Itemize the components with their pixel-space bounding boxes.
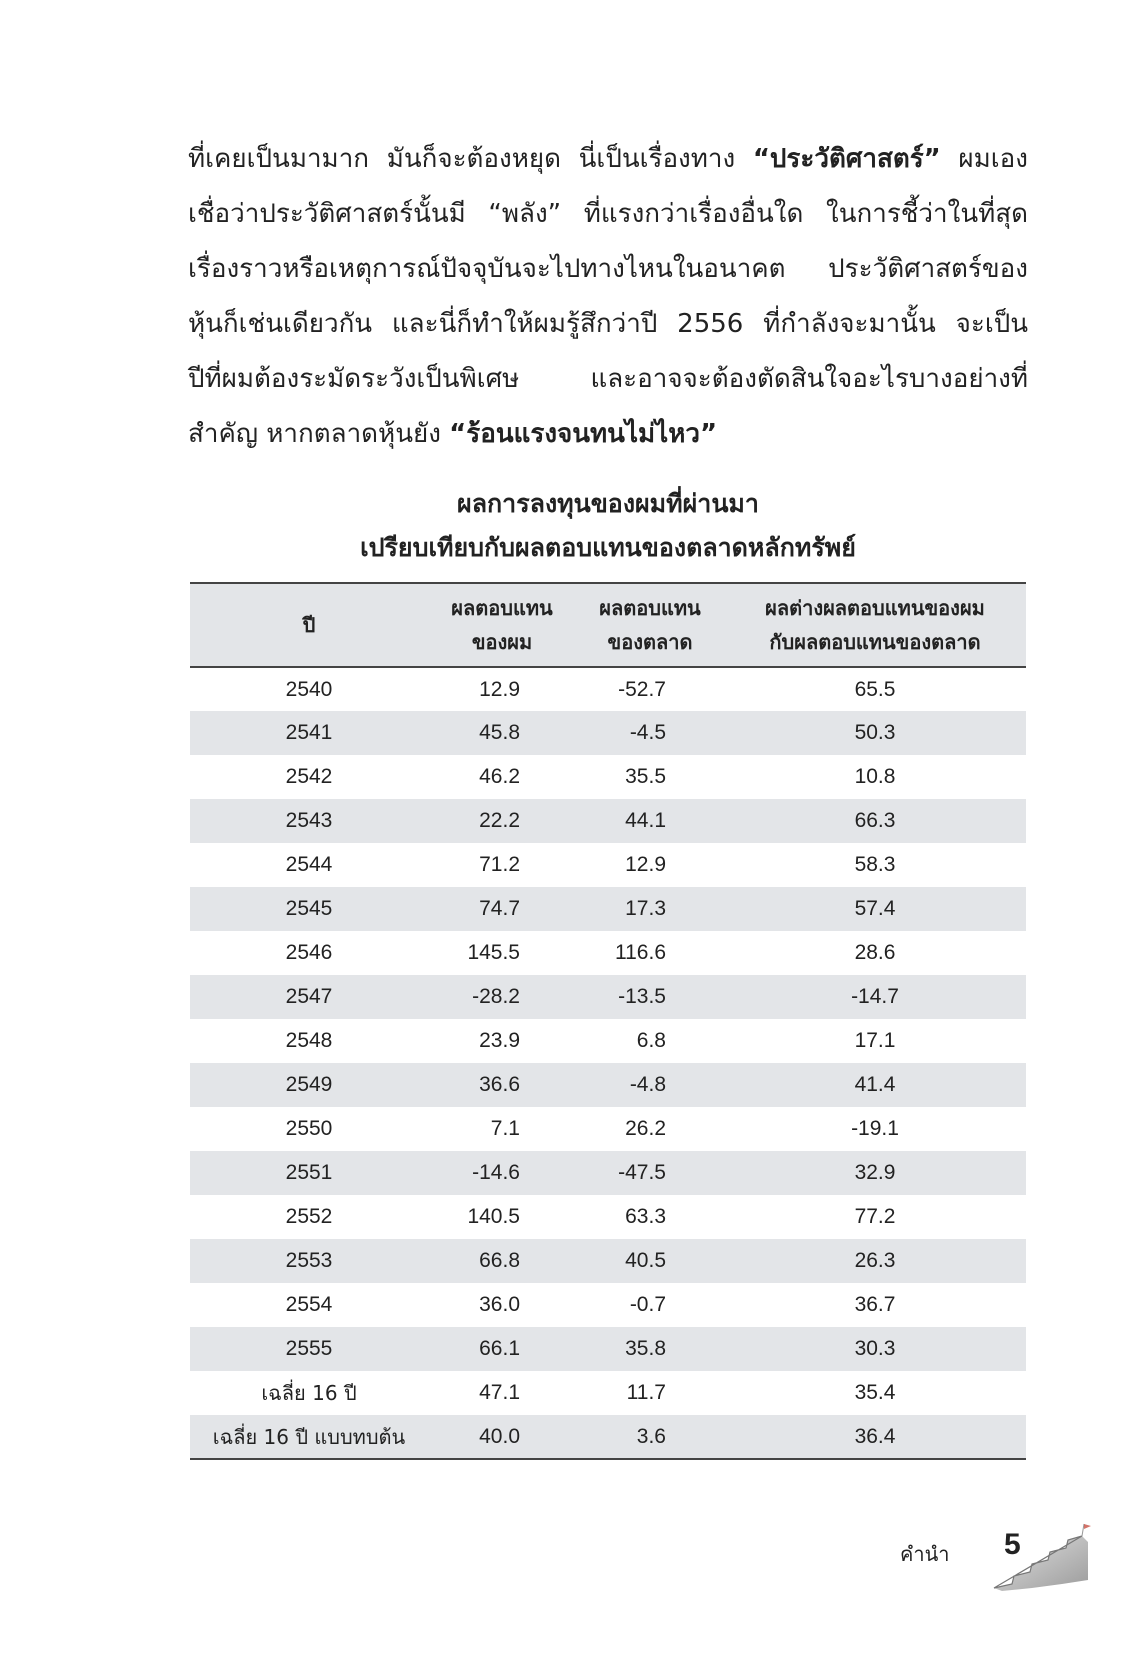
- cell-return-difference: 57.4: [854, 897, 896, 920]
- cell-return-difference: 10.8: [854, 765, 896, 788]
- paragraph-text: หุ้นก็เช่นเดียวกัน และนี่ก็ทำให้ผมรู้สึกว่าปี 2556 ที่กำลังจะมานั้น จะเป็น: [188, 309, 1028, 339]
- paragraph-text: เรื่องราวหรือเหตุการณ์ปัจจุบันจะไปทางไหนในอนาคต ประวัติศาสตร์ของ: [188, 254, 1028, 284]
- cell-market-return: -47.5: [618, 1161, 666, 1184]
- table-row: [190, 1415, 1026, 1459]
- cell-market-return: -4.8: [629, 1073, 666, 1096]
- cell-market-return: 44.1: [625, 809, 666, 832]
- table-row: [190, 1283, 1026, 1327]
- header-year: [190, 583, 428, 667]
- paragraph-line: [188, 242, 1028, 297]
- cell-my-return: -14.6: [472, 1161, 520, 1184]
- cell-return-difference: 26.3: [854, 1249, 896, 1272]
- body-paragraph: [188, 132, 1028, 462]
- cell-my-return: 36.6: [479, 1073, 520, 1096]
- cell-my-return: 45.8: [479, 721, 520, 744]
- cell-year: 2542: [285, 765, 333, 788]
- paragraph-line: [188, 187, 1028, 242]
- table-row: [190, 1327, 1026, 1371]
- paragraph-line: [188, 132, 1028, 187]
- header-return-difference-line-2: กับผลตอบแทนของตลาด: [769, 630, 981, 654]
- table-row: [190, 1019, 1026, 1063]
- cell-return-difference: 36.4: [724, 1415, 1026, 1459]
- table-row: [190, 799, 1026, 843]
- cell-year: 2547: [285, 985, 333, 1008]
- cell-market-return: 6.8: [636, 1029, 666, 1052]
- cell-year: 2553: [285, 1249, 333, 1272]
- cell-my-return: 74.7: [479, 897, 520, 920]
- cell-return-difference: 17.1: [854, 1029, 896, 1052]
- cell-market-return: 116.6: [615, 941, 666, 964]
- cell-year: 2544: [285, 853, 333, 876]
- table-row: [190, 887, 1026, 931]
- cell-market-return: 17.3: [625, 897, 666, 920]
- emphasis-text: “ประวัติศาสตร์”: [752, 144, 941, 174]
- header-return-difference: [724, 583, 1026, 667]
- cell-return-difference: 41.4: [854, 1073, 896, 1096]
- cell-year: 2549: [285, 1073, 333, 1096]
- cell-market-return: 12.9: [625, 853, 666, 876]
- cell-year: 2543: [285, 809, 333, 832]
- header-market-return-line-1: ผลตอบแทน: [599, 596, 701, 620]
- cell-year: 2541: [285, 721, 333, 744]
- cell-year: 2546: [285, 941, 333, 964]
- cell-market-return: 63.3: [625, 1205, 666, 1228]
- cell-my-return: 7.1: [490, 1117, 520, 1140]
- cell-my-return: 66.8: [479, 1249, 520, 1272]
- table-title-line-2: เปรียบเทียบกับผลตอบแทนของตลาดหลักทรัพย์: [360, 533, 856, 562]
- table-row: [190, 1063, 1026, 1107]
- cell-year: 2545: [285, 897, 333, 920]
- cell-my-return: 47.1: [479, 1381, 520, 1404]
- header-market-return-line-2: ของตลาด: [607, 630, 693, 654]
- cell-year: 2540: [285, 677, 333, 701]
- cell-return-difference: 30.3: [854, 1337, 896, 1360]
- cell-market-return: 26.2: [625, 1117, 666, 1140]
- cell-my-return: 36.0: [479, 1293, 520, 1316]
- paragraph-text: ที่เคยเป็นมามาก มันก็จะต้องหยุด นี่เป็นเรื่องทาง: [188, 144, 753, 174]
- paragraph-text: สำคัญ หากตลาดหุ้นยัง: [188, 419, 450, 449]
- table-row: [190, 667, 1026, 711]
- paragraph-text: ผมเอง: [940, 144, 1028, 174]
- cell-year: 2552: [285, 1205, 333, 1228]
- paragraph-line: [188, 352, 1028, 407]
- paragraph-text: เชื่อว่าประวัติศาสตร์นั้นมี “พลัง” ที่แรงกว่าเรื่องอื่นใด ในการชี้ว่าในที่สุด: [188, 199, 1028, 229]
- paragraph-text: ปีที่ผมต้องระมัดระวังเป็นพิเศษ และอาจจะต้องตัดสินใจอะไรบางอย่างที่: [188, 364, 1028, 394]
- cell-year: 2548: [285, 1029, 333, 1052]
- table-row: [190, 931, 1026, 975]
- cell-return-difference: -19.1: [851, 1117, 899, 1140]
- cell-return-difference: 36.7: [854, 1293, 896, 1316]
- paragraph-line: [188, 407, 1028, 462]
- cell-return-difference: -14.7: [851, 985, 899, 1008]
- cell-market-return: 40.5: [625, 1249, 666, 1272]
- cell-year: เฉลี่ย 16 ปี แบบทบต้น: [190, 1415, 428, 1459]
- cell-my-return: 66.1: [479, 1337, 520, 1360]
- table-row: [190, 843, 1026, 887]
- cell-return-difference: 77.2: [854, 1205, 896, 1228]
- cell-my-return: 71.2: [479, 853, 520, 876]
- header-my-return: [428, 583, 576, 667]
- cell-market-return: 3.6: [576, 1415, 724, 1459]
- cell-market-return: 35.5: [625, 765, 666, 788]
- cell-my-return: 12.9: [479, 677, 520, 701]
- table-title: [188, 482, 1028, 570]
- cell-return-difference: 65.5: [854, 677, 896, 701]
- emphasis-text: “ร้อนแรงจนทนไม่ไหว”: [449, 419, 718, 449]
- cell-year: เฉลี่ย 16 ปี: [261, 1381, 357, 1405]
- cell-market-return: -13.5: [618, 985, 666, 1008]
- table-row: [190, 711, 1026, 755]
- cell-my-return: -28.2: [472, 985, 520, 1008]
- table-row: [190, 975, 1026, 1019]
- table-row: [190, 1239, 1026, 1283]
- header-return-difference-line-1: ผลต่างผลตอบแทนของผม: [765, 596, 985, 620]
- cell-market-return: -4.5: [629, 721, 666, 744]
- cell-return-difference: 35.4: [854, 1381, 896, 1404]
- paragraph-line: [188, 297, 1028, 352]
- cell-year: 2551: [285, 1161, 333, 1184]
- table-row: [190, 1151, 1026, 1195]
- cell-return-difference: 50.3: [854, 721, 896, 744]
- header-year-label: ปี: [302, 613, 316, 637]
- header-my-return-line-2: ของผม: [471, 630, 533, 654]
- table-header-row: [190, 583, 1026, 667]
- table-row: [190, 755, 1026, 799]
- cell-market-return: 11.7: [626, 1381, 666, 1404]
- header-my-return-line-1: ผลตอบแทน: [451, 596, 553, 620]
- cell-my-return: 145.5: [467, 941, 520, 964]
- cell-my-return: 140.5: [467, 1205, 520, 1228]
- cell-market-return: -52.7: [618, 677, 666, 701]
- table-body: [190, 667, 1026, 1459]
- table-row: [190, 1195, 1026, 1239]
- table-row: [190, 1107, 1026, 1151]
- cell-my-return: 23.9: [479, 1029, 520, 1052]
- header-market-return: [576, 583, 724, 667]
- cell-return-difference: 66.3: [854, 809, 896, 832]
- cell-year: 2550: [285, 1117, 333, 1140]
- page-number: 5: [1004, 1528, 1021, 1561]
- cell-market-return: 35.8: [625, 1337, 666, 1360]
- table-row: [190, 1371, 1026, 1415]
- cell-year: 2554: [285, 1293, 333, 1316]
- cell-year: 2555: [285, 1337, 333, 1360]
- returns-table: [190, 582, 1026, 1460]
- cell-return-difference: 32.9: [854, 1161, 896, 1184]
- cell-return-difference: 28.6: [854, 941, 896, 964]
- cell-market-return: -0.7: [629, 1293, 666, 1316]
- cell-my-return: 46.2: [479, 765, 520, 788]
- table-title-line-1: ผลการลงทุนของผมที่ผ่านมา: [457, 489, 759, 518]
- cell-my-return: 40.0: [428, 1415, 576, 1459]
- footer-section-label: คำนำ: [900, 1542, 950, 1566]
- cell-my-return: 22.2: [479, 809, 520, 832]
- cell-return-difference: 58.3: [854, 853, 896, 876]
